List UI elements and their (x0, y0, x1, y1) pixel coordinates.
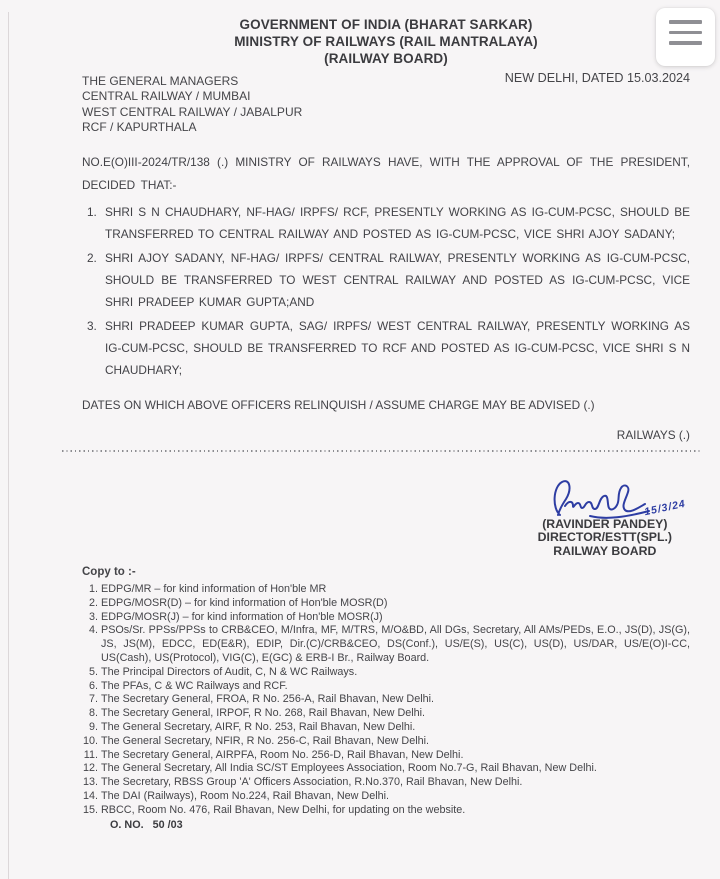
copy-to-item (82, 597, 690, 611)
item-number: 4. (88, 624, 98, 637)
item-number: 15. (82, 803, 98, 816)
transfer-order-item (82, 201, 690, 246)
item-text: EDPG/MOSR(J) – for kind information of Hon'ble MOSR(J) (101, 610, 383, 623)
signatory-name: (RAVINDER PANDEY) (542, 516, 668, 531)
signature-block (537, 475, 687, 559)
letterhead-government-line: GOVERNMENT OF INDIA (BHARAT SARKAR) (239, 17, 533, 32)
item-number: 13. (82, 776, 98, 789)
dateline: NEW DELHI, DATED 15.03.2024 (504, 71, 690, 85)
copy-to-section (82, 566, 690, 832)
office-number: O. NO. 50 /03 (110, 818, 183, 831)
copy-to-item (82, 680, 690, 694)
item-number: 1. (88, 583, 98, 596)
copy-to-item (82, 762, 690, 776)
copy-to-item (82, 583, 690, 597)
copy-to-item (82, 666, 690, 680)
item-number: 14. (82, 790, 98, 803)
item-number: 3. (88, 610, 98, 623)
signatory-organization: RAILWAY BOARD (553, 543, 657, 558)
item-number: 2. (88, 596, 98, 609)
copy-to-item (82, 804, 690, 818)
copy-to-item (82, 693, 690, 707)
item-text: The Secretary General, IRPOF, R No. 268, Rail Bhavan, New Delhi. (101, 707, 426, 720)
item-text: RBCC, Room No. 476, Rail Bhavan, New Delhi, for updating on the website. (101, 803, 466, 816)
transfer-order-list (82, 201, 690, 381)
copy-to-list (82, 583, 690, 818)
transfer-order-item (82, 315, 690, 382)
item-number: 5. (88, 665, 98, 678)
item-text: SHRI AJOY SADANY, NF-HAG/ IRPFS/ CENTRAL RAILWAY, PRESENTLY WORKING AS IG-CUM-PCSC, SHOULD BE TRANSFERRED TO WEST CENTRAL RAILWAY AND POSTED AS IG-CUM-PCSC, VICE SHRI PRADEEP KUMAR GUPTA;AND (105, 250, 690, 310)
item-number: 7. (88, 693, 98, 706)
handwritten-date: 15/3/24 (643, 497, 687, 518)
copy-to-item (82, 790, 690, 804)
dates-note: DATES ON WHICH ABOVE OFFICERS RELINQUISH / ASSUME CHARGE MAY BE ADVISED (.) (82, 397, 595, 412)
addressee-block (82, 74, 302, 135)
addressee-line: RCF / KAPURTHALA (82, 119, 197, 134)
item-number: 12. (82, 762, 98, 775)
addressee-line: THE GENERAL MANAGERS (82, 74, 239, 88)
item-number: 1. (87, 205, 97, 220)
reference-intro-paragraph: NO.E(O)III-2024/TR/138 (.) MINISTRY OF RAILWAYS HAVE, WITH THE APPROVAL OF THE PRESIDENT, DECIDED THAT:- (82, 155, 690, 193)
item-text: The Secretary General, FROA, R No. 256-A, Rail Bhavan, New Delhi. (101, 693, 435, 706)
item-text: The DAI (Railways), Room No.224, Rail Bhavan, New Delhi. (101, 790, 390, 803)
copy-to-item (82, 735, 690, 749)
letter-body (82, 0, 690, 832)
letterhead-ministry-line: MINISTRY OF RAILWAYS (RAIL MANTRALAYA) (234, 34, 538, 49)
scan-page-edge-line (8, 12, 9, 879)
item-text: PSOs/Sr. PPSs/PPSs to CRB&CEO, M/Infra, MF, M/TRS, M/O&BD, All DGs, Secretary, All AMs/PEDs, E.O., JS(D), JS(G), JS, JS(M), EDCC, ED(E&R), EDIP, Dir.(C)/CRB&CEO, DS(Conf.), US/E(S), US(C), US(D), US/DAR, US/E(O)I-CC, US(Cash), US(Protocol), VIG(C), E(GC) & ERB-I Br., Railway Board. (101, 624, 690, 665)
item-text: SHRI PRADEEP KUMAR GUPTA, SAG/ IRPFS/ WEST CENTRAL RAILWAY, PRESENTLY WORKING AS IG-CUM-PCSC, SHOULD BE TRANSFERRED TO RCF AND POSTED AS IG-CUM-PCSC, VICE SHRI S N CHAUDHARY; (105, 318, 690, 378)
item-number: 9. (88, 721, 98, 734)
item-number: 3. (87, 318, 97, 333)
item-text: The General Secretary, AIRF, R No. 253, Rail Bhavan, New Delhi. (101, 721, 416, 734)
copy-to-item (82, 776, 690, 790)
copy-to-heading: Copy to :- (82, 566, 136, 579)
addressee-date-row (82, 69, 690, 135)
railways-note: RAILWAYS (.) (616, 427, 690, 442)
item-text: SHRI S N CHAUDHARY, NF-HAG/ IRPFS/ RCF, PRESENTLY WORKING AS IG-CUM-PCSC, SHOULD BE TRANSFERRED TO CENTRAL RAILWAY AND POSTED AS IG-CUM-PCSC, VICE SHRI AJOY SADANY; (105, 205, 690, 242)
letterhead (82, 0, 690, 67)
item-number: 11. (83, 748, 98, 761)
item-number: 2. (87, 250, 97, 265)
copy-to-item (82, 721, 690, 735)
dotted-separator (62, 450, 700, 452)
copy-to-item (82, 624, 690, 665)
item-text: EDPG/MR – for kind information of Hon'ble MR (101, 583, 327, 596)
transfer-order-item (82, 247, 690, 314)
signature-scribble (548, 475, 658, 521)
copy-to-item (82, 707, 690, 721)
copy-to-item (82, 611, 690, 625)
signatory-designation: DIRECTOR/ESTT(SPL.) (537, 530, 672, 545)
item-text: The Principal Directors of Audit, C, N & WC Railways. (101, 665, 358, 678)
letterhead-board-line: (RAILWAY BOARD) (324, 51, 448, 66)
item-number: 6. (88, 679, 98, 692)
item-text: The General Secretary, NFIR, R No. 256-C, Rail Bhavan, New Delhi. (101, 734, 430, 747)
addressee-line: WEST CENTRAL RAILWAY / JABALPUR (82, 104, 303, 119)
item-number: 8. (88, 707, 98, 720)
addressee-line: CENTRAL RAILWAY / MUMBAI (82, 89, 251, 104)
item-text: The General Secretary, All India SC/ST Employees Association, Room No.7-G, Rail Bhavan, New Delhi. (101, 762, 597, 775)
item-text: EDPG/MOSR(D) – for kind information of Hon'ble MOSR(D) (101, 596, 388, 609)
item-number: 10. (82, 734, 98, 747)
item-text: The Secretary General, AIRPFA, Room No. 256-D, Rail Bhavan, New Delhi. (101, 748, 464, 761)
item-text: The PFAs, C & WC Railways and RCF. (101, 679, 288, 692)
copy-to-item (82, 749, 690, 763)
item-text: The Secretary, RBSS Group 'A' Officers Association, R.No.370, Rail Bhavan, New Delhi. (101, 776, 523, 789)
